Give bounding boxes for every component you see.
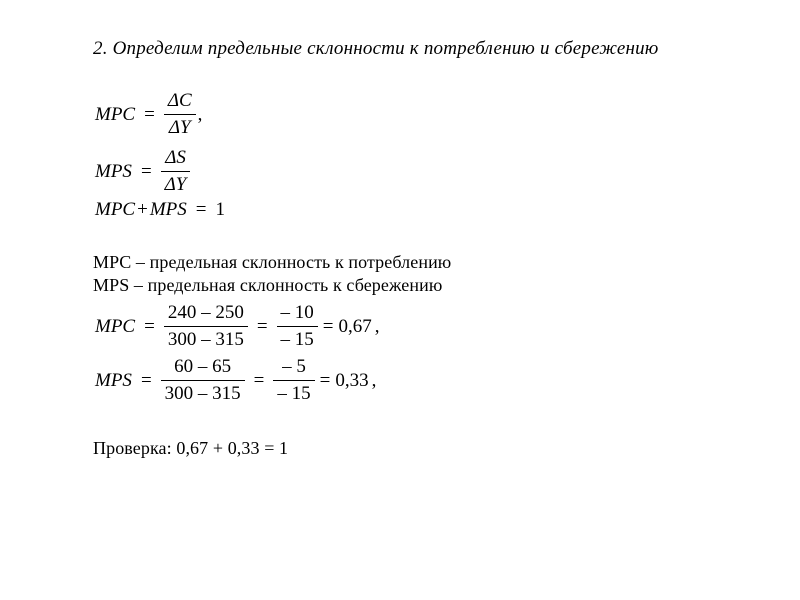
equals-sign: = bbox=[322, 315, 334, 337]
fraction bbox=[161, 145, 191, 198]
mpc-symbol: MPC bbox=[95, 199, 136, 220]
mps-result: 0,33 bbox=[335, 369, 369, 391]
equals-sign: = bbox=[256, 315, 268, 337]
mps-definition-text: MPS – предельная склонность к сбережению bbox=[93, 275, 443, 295]
equals-sign: = bbox=[319, 369, 331, 391]
denominator: – 15 bbox=[280, 329, 314, 350]
mps-symbol: MPS bbox=[95, 160, 132, 182]
comma: , bbox=[371, 369, 377, 391]
one: 1 bbox=[215, 199, 225, 220]
denominator: 300 – 315 bbox=[167, 329, 244, 350]
numerator: ΔC bbox=[167, 90, 192, 111]
denominator: – 15 bbox=[277, 383, 311, 404]
equals-sign: = bbox=[140, 160, 152, 182]
numerator: 240 – 250 bbox=[167, 302, 244, 323]
mpc-symbol: MPC bbox=[95, 103, 136, 125]
fraction bbox=[164, 88, 196, 141]
plus-sign: + bbox=[137, 199, 148, 220]
equals-sign: = bbox=[144, 315, 155, 337]
mps-symbol: MPS bbox=[95, 369, 132, 391]
denominator: ΔY bbox=[168, 117, 191, 138]
numerator: – 10 bbox=[280, 302, 314, 323]
equals-sign: = bbox=[144, 103, 155, 125]
mps-symbol: MPS bbox=[149, 199, 187, 220]
mpc-definition-text: MPC – предельная склонность к потреблению bbox=[93, 252, 452, 272]
fraction bbox=[164, 300, 248, 353]
fraction bbox=[277, 300, 318, 353]
numerator: – 5 bbox=[282, 356, 306, 377]
comma: , bbox=[374, 315, 380, 337]
heading: 2. Определим предельные склонности к потреблению и сбережению bbox=[93, 38, 659, 59]
comma: , bbox=[197, 103, 203, 125]
fraction bbox=[161, 354, 245, 407]
equals-sign: = bbox=[195, 199, 207, 220]
mpc-result: 0,67 bbox=[338, 315, 372, 337]
numerator: ΔS bbox=[165, 147, 186, 168]
identity-formula bbox=[95, 199, 225, 221]
denominator: ΔY bbox=[164, 174, 187, 195]
check-line: Проверка: 0,67 + 0,33 = 1 bbox=[93, 438, 289, 458]
mpc-definition-formula bbox=[95, 88, 202, 141]
mpc-symbol: MPC bbox=[95, 315, 136, 337]
numerator: 60 – 65 bbox=[174, 356, 232, 377]
equals-sign: = bbox=[140, 369, 152, 391]
mps-calculation-formula bbox=[95, 354, 376, 407]
denominator: 300 – 315 bbox=[164, 383, 241, 404]
equals-sign: = bbox=[253, 369, 265, 391]
fraction bbox=[273, 354, 314, 407]
mps-definition-formula bbox=[95, 145, 190, 198]
mpc-calculation-formula bbox=[95, 300, 380, 353]
